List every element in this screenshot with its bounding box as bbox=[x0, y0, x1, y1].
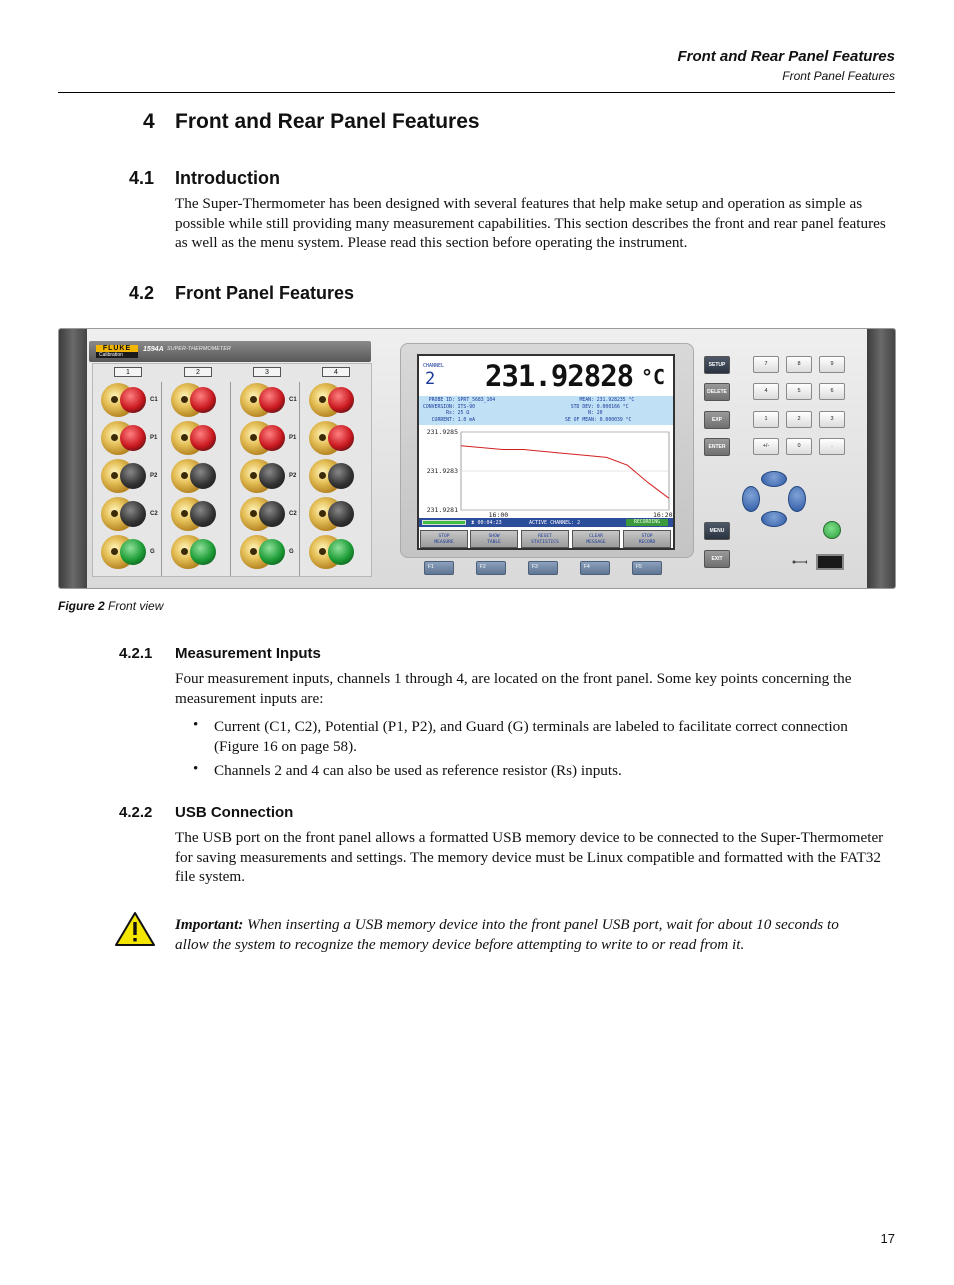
model-description: SUPER-THERMOMETER bbox=[167, 346, 231, 352]
setup-key[interactable]: SETUP bbox=[704, 356, 730, 374]
keypad-key[interactable]: 1 bbox=[753, 411, 779, 428]
info-right-line: N: 20 bbox=[565, 411, 603, 416]
binding-post[interactable] bbox=[101, 421, 135, 455]
keypad-key[interactable]: 2 bbox=[786, 411, 812, 428]
terminal-label: G bbox=[289, 549, 294, 555]
softkey-clear-message[interactable]: CLEAR MESSAGE bbox=[572, 530, 620, 548]
front-panel-figure bbox=[58, 328, 896, 589]
channel-label-4: 4 bbox=[322, 367, 350, 377]
binding-post[interactable] bbox=[171, 459, 205, 493]
softkey-show-table[interactable]: SHOW TABLE bbox=[470, 530, 518, 548]
function-key-f3[interactable]: F3 bbox=[528, 561, 558, 575]
figure-caption-text: Front view bbox=[108, 599, 164, 613]
binding-post[interactable] bbox=[101, 383, 135, 417]
status-timer: ⧗ 00:04:23 bbox=[471, 519, 502, 526]
binding-post[interactable] bbox=[101, 459, 135, 493]
arrow-left-key[interactable] bbox=[742, 486, 760, 512]
fluke-logo bbox=[96, 345, 138, 358]
brand-bar bbox=[89, 341, 371, 362]
keypad-key[interactable]: 0 bbox=[786, 438, 812, 455]
subsection-title: Measurement Inputs bbox=[175, 645, 321, 662]
running-header-title: Front and Rear Panel Features bbox=[677, 48, 895, 65]
header-rule bbox=[58, 92, 895, 93]
arrow-up-key[interactable] bbox=[761, 471, 787, 487]
chapter-heading bbox=[143, 110, 480, 134]
bullet-item: Current (C1, C2), Potential (P1, P2), and Guard (G) terminals are labeled to facilitate correct connection (Figure 16 on page 58). bbox=[214, 718, 848, 755]
function-key-f1[interactable]: F1 bbox=[424, 561, 454, 575]
section-heading-front-panel bbox=[129, 283, 354, 304]
binding-post[interactable] bbox=[309, 421, 343, 455]
left-endcap bbox=[59, 329, 87, 588]
binding-post[interactable] bbox=[171, 497, 205, 531]
x-tick-label: 16:00 bbox=[488, 511, 509, 518]
exp-key[interactable]: EXP bbox=[704, 411, 730, 429]
binding-post[interactable] bbox=[240, 535, 274, 569]
right-endcap bbox=[867, 329, 895, 588]
section-title: Front Panel Features bbox=[175, 283, 355, 303]
exit-key[interactable]: EXIT bbox=[704, 550, 730, 568]
section-heading-introduction bbox=[129, 168, 280, 189]
keypad-key[interactable]: 9 bbox=[819, 356, 845, 373]
channel-number: 2 bbox=[425, 369, 436, 389]
binding-post[interactable] bbox=[240, 383, 274, 417]
binding-post[interactable] bbox=[309, 459, 343, 493]
section-number: 4.1 bbox=[129, 168, 155, 188]
important-label: Important: bbox=[175, 916, 244, 933]
info-left-line: Rs: 25 Ω bbox=[423, 411, 470, 416]
keypad-key[interactable]: . bbox=[819, 438, 845, 455]
y-tick-label: 231.9285 bbox=[426, 428, 458, 436]
binding-post[interactable] bbox=[101, 535, 135, 569]
probe-info-panel bbox=[419, 396, 673, 425]
terminal-label: C1 bbox=[150, 397, 158, 403]
fluke-logo-text: FLUKE bbox=[96, 345, 138, 352]
section-number: 4.2 bbox=[129, 283, 155, 303]
status-active-channel: ACTIVE CHANNEL: 2 bbox=[529, 519, 581, 526]
function-key-f2[interactable]: F2 bbox=[476, 561, 506, 575]
terminal-label: G bbox=[150, 549, 155, 555]
bullet-marker: • bbox=[193, 717, 199, 733]
keypad-key[interactable]: 8 bbox=[786, 356, 812, 373]
warning-icon bbox=[114, 911, 156, 947]
figure-caption-label: Figure 2 bbox=[58, 599, 105, 613]
info-left-line: PROBE ID: SPRT_5683_104 bbox=[423, 398, 496, 403]
chapter-title: Front and Rear Panel Features bbox=[175, 110, 480, 133]
terminal-label: P1 bbox=[150, 435, 158, 441]
binding-post[interactable] bbox=[240, 421, 274, 455]
terminal-label: C2 bbox=[289, 511, 297, 517]
usb-connection-paragraph: The USB port on the front panel allows a formatted USB memory device to be connected to the Super-Thermometer for saving measurements and settings. The memory device must be Linux compatible and formatted with the FAT32 file system. bbox=[175, 829, 884, 886]
binding-post[interactable] bbox=[101, 497, 135, 531]
arrow-right-key[interactable] bbox=[788, 486, 806, 512]
terminal-label: P1 bbox=[289, 435, 297, 441]
bullet-marker: • bbox=[193, 761, 199, 777]
trend-plot bbox=[419, 426, 673, 518]
binding-post[interactable] bbox=[240, 459, 274, 493]
softkey-stop-measure[interactable]: STOP MEASURE bbox=[420, 530, 468, 548]
binding-post[interactable] bbox=[309, 497, 343, 531]
binding-post[interactable] bbox=[171, 383, 205, 417]
keypad-key[interactable]: 6 bbox=[819, 383, 845, 400]
info-left-line: CURRENT: 1.0 mA bbox=[423, 417, 475, 423]
y-tick-label: 231.9281 bbox=[426, 506, 458, 514]
binding-post[interactable] bbox=[171, 535, 205, 569]
binding-post[interactable] bbox=[240, 497, 274, 531]
delete-key[interactable]: DELETE bbox=[704, 383, 730, 401]
progress-bar bbox=[422, 520, 466, 525]
channel-separator bbox=[230, 382, 231, 576]
subsection-title: USB Connection bbox=[175, 804, 294, 821]
function-key-f4[interactable]: F4 bbox=[580, 561, 610, 575]
binding-post[interactable] bbox=[309, 383, 343, 417]
keypad-key[interactable]: 3 bbox=[819, 411, 845, 428]
terminal-label: C1 bbox=[289, 397, 297, 403]
status-bar bbox=[419, 518, 673, 527]
channel-label-2: 2 bbox=[184, 367, 212, 377]
terminal-label: C2 bbox=[150, 511, 158, 517]
info-right-line: STD DEV: 0.000166 °C bbox=[565, 404, 629, 410]
important-text: When inserting a USB memory device into the front panel USB port, wait for about 10 seconds to allow the system to recognize the memory device before attempting to write to or read from it. bbox=[175, 916, 839, 953]
chapter-number: 4 bbox=[143, 110, 155, 133]
softkey-stop-record[interactable]: STOP RECORD bbox=[623, 530, 671, 548]
channel-label-3: 3 bbox=[253, 367, 281, 377]
subsection-number: 4.2.2 bbox=[119, 804, 153, 821]
arrow-down-key[interactable] bbox=[761, 511, 787, 527]
x-tick-label: 16:20 bbox=[652, 511, 673, 518]
power-button-icon[interactable] bbox=[823, 521, 841, 539]
usb-port[interactable] bbox=[816, 554, 844, 570]
figure-caption bbox=[58, 599, 163, 613]
usb-icon bbox=[792, 557, 808, 567]
subsection-heading-measurement-inputs bbox=[119, 645, 321, 662]
running-header-subtitle: Front Panel Features bbox=[782, 69, 895, 83]
channel-label: CHANNEL bbox=[423, 363, 445, 369]
important-note bbox=[175, 915, 875, 955]
keypad-key[interactable]: +/- bbox=[753, 438, 779, 455]
binding-post[interactable] bbox=[309, 535, 343, 569]
display-screen bbox=[417, 354, 675, 550]
page-number: 17 bbox=[880, 1231, 895, 1246]
subsection-number: 4.2.1 bbox=[119, 645, 153, 662]
terminal-label: P2 bbox=[289, 473, 297, 479]
section-title: Introduction bbox=[175, 168, 280, 188]
info-left-line: CONVERSION: ITS-90 bbox=[423, 404, 475, 410]
temperature-unit: °C bbox=[641, 365, 666, 389]
info-right-line: MEAN: 231.928235 °C bbox=[565, 398, 635, 403]
keypad-key[interactable]: 4 bbox=[753, 383, 779, 400]
channel-separator bbox=[161, 382, 162, 576]
keypad-key[interactable]: 7 bbox=[753, 356, 779, 373]
subsection-heading-usb-connection bbox=[119, 804, 293, 821]
binding-post[interactable] bbox=[171, 421, 205, 455]
terminal-label: P2 bbox=[150, 473, 158, 479]
channel-separator bbox=[299, 382, 300, 576]
enter-key[interactable]: ENTER bbox=[704, 438, 730, 456]
function-key-f5[interactable]: F5 bbox=[632, 561, 662, 575]
keypad-key[interactable]: 5 bbox=[786, 383, 812, 400]
fluke-logo-sub: Calibration bbox=[99, 352, 123, 358]
model-number: 1594A bbox=[143, 346, 164, 353]
temperature-reading: 231.92828 bbox=[485, 359, 634, 393]
bullet-item: Channels 2 and 4 can also be used as reference resistor (Rs) inputs. bbox=[214, 762, 622, 779]
menu-key[interactable]: MENU bbox=[704, 522, 730, 540]
channel-label-1: 1 bbox=[114, 367, 142, 377]
softkey-reset-statistics[interactable]: RESET STATISTICS bbox=[521, 530, 569, 548]
y-tick-label: 231.9283 bbox=[426, 467, 458, 475]
measurement-inputs-paragraph: Four measurement inputs, channels 1 through 4, are located on the front panel. Some key points concerning the measurement inputs are: bbox=[175, 670, 852, 707]
recording-badge: RECORDING bbox=[626, 519, 668, 526]
measurement-inputs bbox=[92, 363, 372, 577]
info-right-line: SE OF MEAN: 0.000039 °C bbox=[565, 417, 632, 423]
introduction-paragraph: The Super-Thermometer has been designed with several features that help make setup and operation as simple as possible while still providing many measurement capabilities. This section describes the front and rear panel features as well as the menu system. Please read this section before operating the instrument. bbox=[175, 195, 886, 252]
